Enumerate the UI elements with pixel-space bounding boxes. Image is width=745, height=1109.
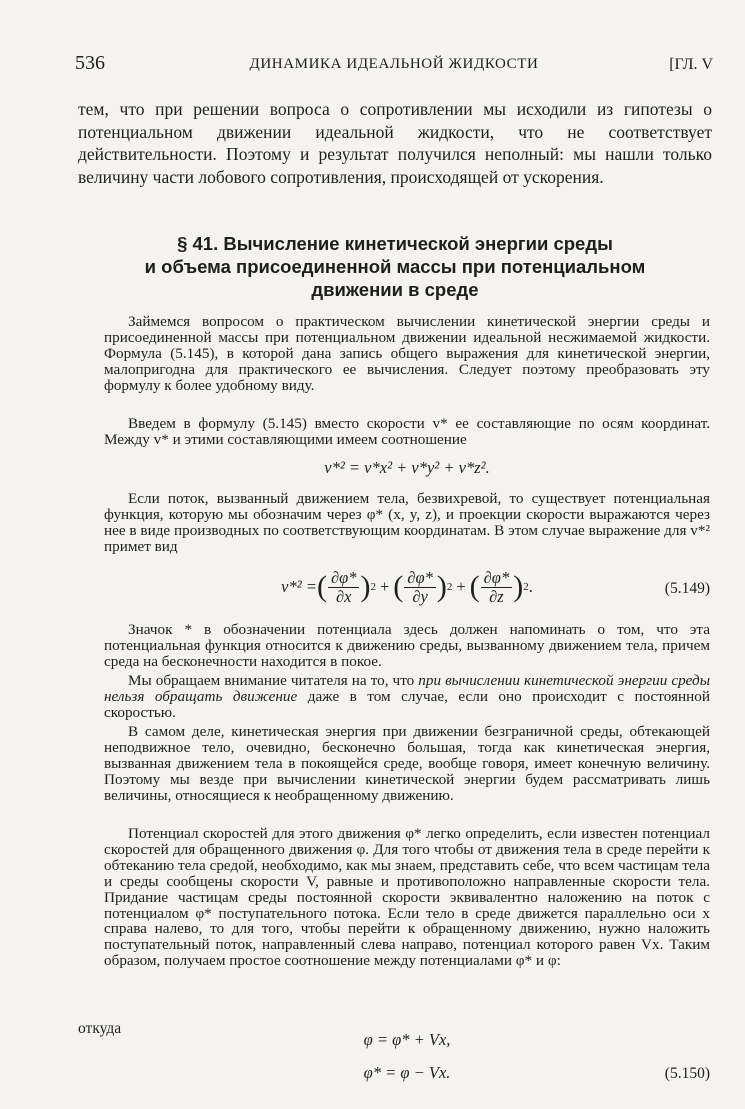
section-heading xyxy=(78,232,712,301)
intro-paragraph: тем, что при решении вопроса о сопротивлении мы исходили из гипотезы о потенциальном движении идеальной жидкости, что не соответствует действительности. Поэтому и результат получился неполный: мы нашли только величину части лобового сопротивления, происходящей от ускорения. xyxy=(78,99,712,187)
eq-5149-den-z: ∂z xyxy=(489,586,504,606)
equation-velocity-components: v*² = v*x² + v*y² + v*z². xyxy=(324,458,490,477)
equation-number-5-150: (5.150) xyxy=(664,1065,710,1082)
eq-5149-num-z: ∂φ* xyxy=(481,569,513,588)
page-number: 536 xyxy=(75,52,105,74)
paragraph-6: В самом деле, кинетическая энергия при движении безграничной среды, обтекающей неподвижное тело, очевидно, бесконечно большая, тогда как кинетическая энергия, вызванная движением тела в покоящейся среде, вообще говоря, имеет конечную величину. Поэтому мы везде при вычислении кинетической энергии будем рассматривать лишь величины, относящиеся к необращенному движению. xyxy=(104,723,710,804)
equation-phi-sum: φ = φ* + Vx, xyxy=(363,1030,451,1049)
paragraph-2: Введем в формулу (5.145) вместо скорости v* ее составляющие по осям координат. Между v* и этими составляющими имеем соотношение xyxy=(104,415,710,448)
paragraph-3: Если поток, вызванный движением тела, безвихревой, то существует потенциальная функция, которую мы обозначим через φ* (x, y, z), и проекции скорости выражаются через нее в виде производных по соответствующим координатам. В этом случае выражение для v*² примет вид xyxy=(104,490,710,555)
equation-5-150: φ* = φ − Vx. xyxy=(363,1063,451,1082)
section-heading-line-1: § 41. Вычисление кинетической энергии среды xyxy=(177,233,613,254)
section-heading-line-3: движении в среде xyxy=(311,279,479,300)
label-otkuda: откуда xyxy=(78,1020,122,1037)
paragraph-1: Займемся вопросом о практическом вычислении кинетической энергии среды и присоединенной массы при потенциальном движении идеальной несжимаемой жидкости. Формула (5.145), в которой дана запись общего выражения для кинетической энергии, малопригодна для практического ее вычисления. Следует поэтому преобразовать эту формулу к более удобному виду. xyxy=(104,313,710,394)
paragraph-4: Значок * в обозначении потенциала здесь должен напоминать о том, что эта потенциальная функция относится к движению среды, вызванному движением тела, причем среда на бесконечности находится в покое. xyxy=(104,621,710,670)
equation-number-5-149: (5.149) xyxy=(664,580,710,597)
paragraph-7: Потенциал скоростей для этого движения φ* легко определить, если известен потенциал скоростей для обращенного движения φ. Для того чтобы от движения тела в среде перейти к обтеканию тела средой, необходимо, как мы знаем, представить себе, что всем частицам тела и среды сообщены скорости V, равные и противоположно направленные скорости тела. Придание частицам среды постоянной скорости эквивалентно наложению на поток с потенциалом φ* поступательного потока. Если тело в среде движется параллельно оси x справа налево, то для того, чтобы перейти к обращенному движению, нужно наложить поступательный поток, направленный слева направо, потенциал которого равен Vx. Таким образом, получаем простое соотношение между потенциалами φ* и φ: xyxy=(104,825,710,970)
eq-5149-den-y: ∂y xyxy=(412,586,428,606)
paragraph-5: Мы обращаем внимание читателя на то, что при вычислении кинетической энергии среды нельзя обращать движение даже в том случае, если оно происходит с постоянной скоростью. xyxy=(104,672,711,721)
eq-5149-lhs: v*² = xyxy=(281,577,317,596)
page-header xyxy=(75,52,713,76)
equation-5-149: v*² = ( $\frac{\partial\varphi*}{\partial x}$ ) 2 + ( $\frac{\partial\varphi*}{\partial y}$ ) 2 + ( $\frac{\partial\varphi*}{\partial z}$ ) 2 . xyxy=(281,567,533,606)
emphasis-text: при вычислении кинетической энергии среды нельзя обращать движение xyxy=(104,672,710,705)
chapter-marker: [ГЛ. V xyxy=(669,56,713,73)
running-title: ДИНАМИКА ИДЕАЛЬНОЙ ЖИДКОСТИ xyxy=(249,56,539,72)
eq-5149-den-x: ∂x xyxy=(335,586,352,606)
eq-5149-num-y: ∂φ* xyxy=(404,569,436,588)
section-heading-line-2: и объема присоединенной массы при потенциальном xyxy=(144,256,646,277)
eq-5149-num-x: ∂φ* xyxy=(328,569,360,588)
